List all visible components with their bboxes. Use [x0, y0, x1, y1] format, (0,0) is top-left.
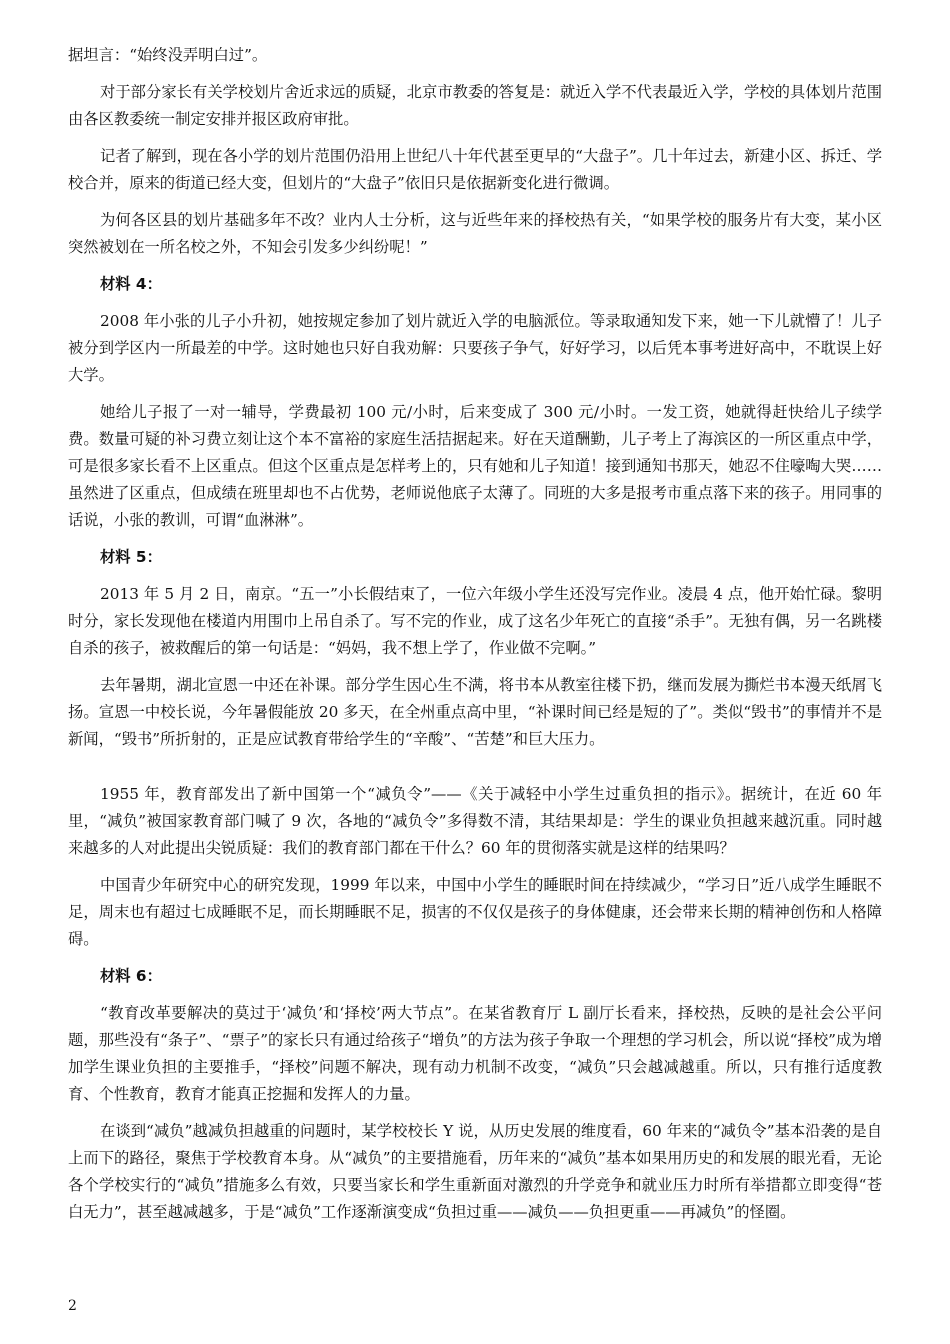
material-heading: 材料 4：	[100, 275, 162, 293]
paragraph: 2008 年小张的儿子小升初，她按规定参加了划片就近入学的电脑派位。等录取通知发下来，她一下儿就懵了！儿子被分到学区内一所最差的中学。这时她也只好自我劝解：只要孩子争气，好好学习，以后凭本事考进好高中，不耽误上好大学。	[68, 312, 882, 384]
paragraph: 记者了解到，现在各小学的划片范围仍沿用上世纪八十年代甚至更早的“大盘子”。几十年过去，新建小区、拆迁、学校合并，原来的街道已经大变，但划片的“大盘子”依旧只是依据新变化进行微调。	[68, 147, 882, 192]
paragraph: 去年暑期，湖北宣恩一中还在补课。部分学生因心生不满，将书本从教室往楼下扔，继而发展为撕烂书本漫天纸屑飞扬。宣恩一中校长说，今年暑假能放 20 多天，在全州重点高中里，“补课时间已经是短的了”。类似“毁书”的事情并不是新闻，“毁书”所折射的，正是应试教育带给学生的“辛酸”、“苦楚”和巨大压力。	[68, 676, 882, 748]
section-gap	[68, 763, 882, 781]
paragraph: 对于部分家长有关学校划片舍近求远的质疑，北京市教委的答复是：就近入学不代表最近入学，学校的具体划片范围由各区教委统一制定安排并报区政府审批。	[68, 83, 882, 128]
paragraph: “教育改革要解决的莫过于‘减负’和‘择校’两大节点”。在某省教育厅 L 副厅长看来，择校热，反映的是社会公平问题，那些没有“条子”、“票子”的家长只有通过给孩子“增负”的方法为孩子争取一个理想的学习机会，所以说“择校”成为增加学生课业负担的主要推手，“择校”问题不解决，现有动力机制不改变，“减负”只会越减越重。所以，只有推行适度教育、个性教育，教育才能真正挖掘和发挥人的力量。	[68, 1004, 882, 1103]
material-heading: 材料 5：	[100, 548, 162, 566]
paragraph: 为何各区县的划片基础多年不改？业内人士分析，这与近些年来的择校热有关，“如果学校的服务片有大变，某小区突然被划在一所名校之外，不知会引发多少纠纷呢！”	[68, 211, 882, 256]
paragraph: 中国青少年研究中心的研究发现，1999 年以来，中国中小学生的睡眠时间在持续减少，“学习日”近八成学生睡眠不足，周末也有超过七成睡眠不足，而长期睡眠不足，损害的不仅仅是孩子的身体健康，还会带来长期的精神创伤和人格障碍。	[68, 876, 882, 948]
paragraph: 据坦言：“始终没弄明白过”。	[68, 46, 268, 64]
paragraph: 1955 年，教育部发出了新中国第一个“减负令”——《关于减轻中小学生过重负担的指示》。据统计，在近 60 年里，“减负”被国家教育部门喊了 9 次，各地的“减负令”多得数不清，其结果却是：学生的课业负担越来越沉重。同时越来越多的人对此提出尖锐质疑：我们的教育部门都在干什么？60 年的贯彻落实就是这样的结果吗？	[68, 785, 882, 857]
material-heading: 材料 6：	[100, 967, 162, 985]
page-number: 2	[68, 1298, 77, 1314]
paragraph: 2013 年 5 月 2 日，南京。“五一”小长假结束了，一位六年级小学生还没写完作业。凌晨 4 点，他开始忙碌。黎明时分，家长发现他在楼道内用围巾上吊自杀了。写不完的作业，成了这名少年死亡的直接“杀手”。无独有偶，另一名跳楼自杀的孩子，被救醒后的第一句话是：“妈妈，我不想上学了，作业做不完啊。”	[68, 585, 882, 657]
document-body	[68, 42, 882, 1236]
paragraph: 在谈到“减负”越减负担越重的问题时，某学校校长 Y 说，从历史发展的维度看，60 年来的“减负令”基本沿袭的是自上而下的路径，聚焦于学校教育本身。从“减负”的主要措施看，历年来的“减负”基本如果用历史的和发展的眼光看，无论各个学校实行的“减负”措施多么有效，只要当家长和学生重新面对激烈的升学竞争和就业压力时所有举措都立即变得“苍白无力”，甚至越减越多，于是“减负”工作逐渐演变成“负担过重——减负——负担更重——再减负”的怪圈。	[68, 1122, 882, 1221]
paragraph: 她给儿子报了一对一辅导，学费最初 100 元/小时，后来变成了 300 元/小时。一发工资，她就得赶快给儿子续学费。数量可疑的补习费立刻让这个本不富裕的家庭生活拮据起来。好在天道酬勤，儿子考上了海滨区的一所区重点中学，可是很多家长看不上区重点。但这个区重点是怎样考上的，只有她和儿子知道！接到通知书那天，她忍不住嚎啕大哭……虽然进了区重点，但成绩在班里却也不占优势，老师说他底子太薄了。同班的大多是报考市重点落下来的孩子。用同事的话说，小张的教训，可谓“血淋淋”。	[68, 403, 882, 529]
